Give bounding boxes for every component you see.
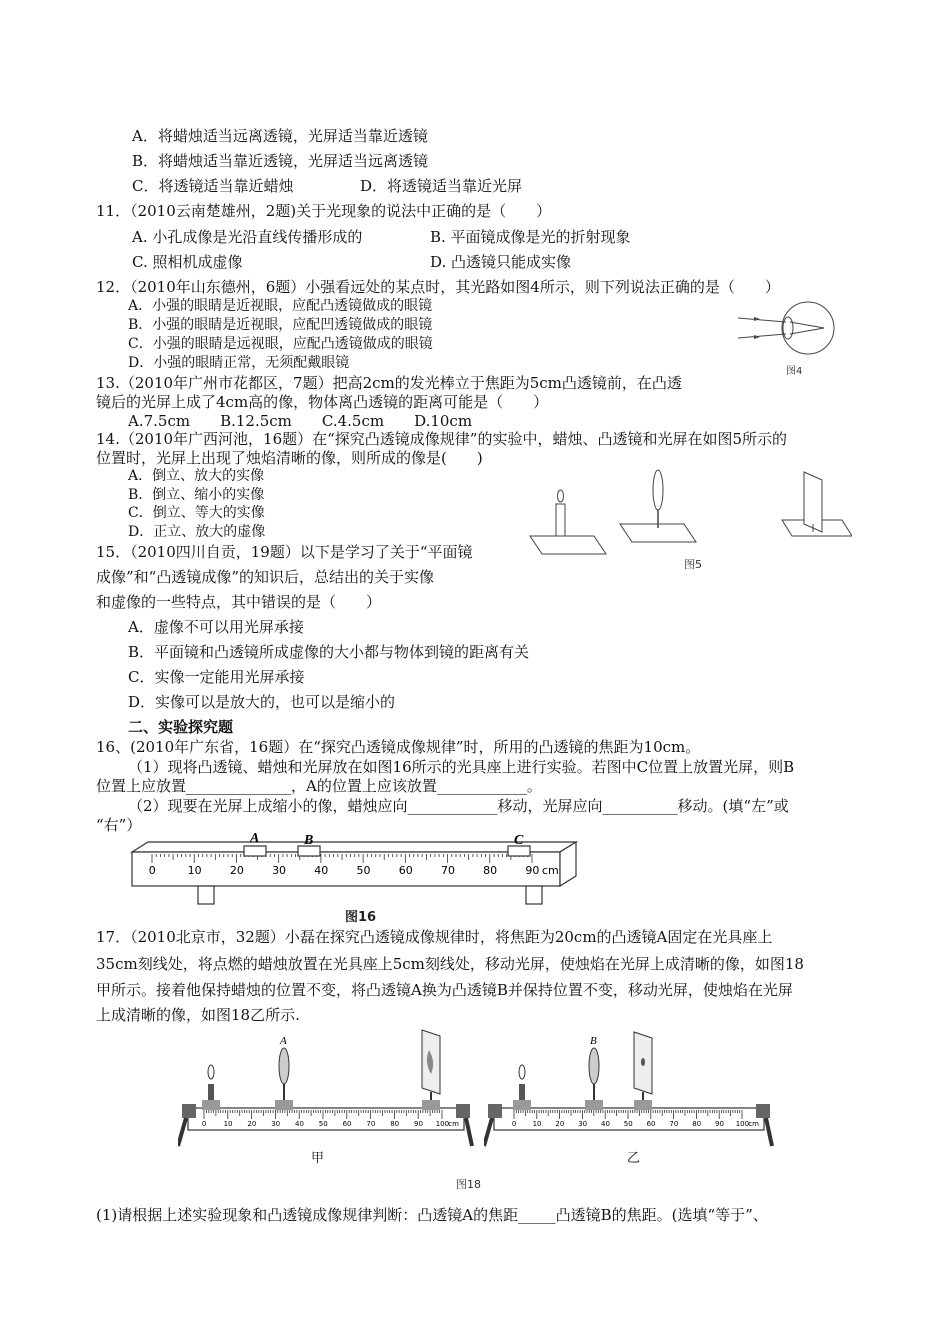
q11-option-d: D. 凸透镜只能成实像 [430,253,572,271]
bench18-yi-tick-label: 100 [735,1120,750,1128]
lens-b-label: B [590,1035,597,1047]
bench16-tick-label: 70 [440,864,455,877]
q17-part1: (1)请根据上述实验现象和凸透镜成像规律判断：凸透镜A的焦距_____凸透镜B的焦距。(选填“等于”、 [96,1206,768,1224]
bench18-yi-tick-label: 0 [511,1120,517,1128]
q14-option-c: C．倒立、等大的实像 [128,505,265,521]
q17-line-3: 甲所示。接着他保持蜡烛的位置不变，将凸透镜A换为凸透镜B并保持位置不变，移动光屏，使烛焰在光屏 [96,981,793,999]
q17-line-4: 上成清晰的像，如图18乙所示. [96,1006,300,1024]
bench16-tick-label: 40 [314,864,329,877]
bench16-tick-label: 50 [356,864,371,877]
q16-part1-line-1: （1）现将凸透镜、蜡烛和光屏放在如图16所示的光具座上进行实验。若图中C位置上放置光屏，则B [128,758,795,776]
q16-stem: 16、(2010年广东省，16题）在“探究凸透镜成像规律”时，所用的凸透镜的焦距为10cm。 [96,738,701,756]
q15-option-d: D．实像可以是放大的，也可以是缩小的 [128,693,396,711]
q14-line-2: 位置时，光屏上出现了烛焰清晰的像，则所成的像是( ) [96,449,483,467]
q14-option-d: D．正立、放大的虚像 [128,524,266,540]
figure-5-caption: 图5 [684,558,702,571]
q14-option-b: B．倒立、缩小的实像 [128,487,265,503]
q15-option-c: C．实像一定能用光屏承接 [128,668,305,686]
bench18-yi-unit-label: cm [748,1120,759,1128]
section-2-heading: 二、实验探究题 [128,718,234,736]
figure-18-sub-left: 甲 [311,1151,325,1166]
q11-stem: 11．（2010云南楚雄州，2题)关于光现象的说法中正确的是（ ） [96,202,552,220]
bench18-jia-tick-label: 100 [435,1120,450,1128]
figure-18-caption: 图18 [456,1178,481,1191]
q12-option-a: A．小强的眼睛是近视眼，应配凸透镜做成的眼镜 [128,298,433,314]
eye-diagram-figure [738,300,848,360]
bench-label-b: B [304,833,314,848]
figure-4-caption: 图4 [786,366,803,377]
bench18-jia-tick-label: 80 [390,1120,400,1128]
bench18-jia-tick-label: 90 [414,1120,423,1128]
q12-option-d: D．小强的眼睛正常，无须配戴眼镜 [128,355,350,371]
holder-a [244,846,266,856]
figure-18-sub-right: 乙 [627,1151,641,1166]
q16-part2-line-2: “右”） [96,816,142,834]
q12-option-b: B．小强的眼睛是近视眼，应配凹透镜做成的眼镜 [128,317,433,333]
q11-option-b: B. 平面镜成像是光的折射现象 [430,228,631,246]
bench16-tick-label: 60 [398,864,413,877]
q16-part2-line-1: （2）现要在光屏上成缩小的像，蜡烛应向____________移动，光屏应向__________移动。(填“左”或 [128,797,789,815]
optical-bench-figure-16 [128,828,580,908]
candle-lens-screen-figure [522,466,852,562]
q17-line-1: 17．（2010北京市，32题）小磊在探究凸透镜成像规律时，将焦距为20cm的凸透镜A固定在光具座上 [96,928,773,946]
q13-options: A.7.5cm B.12.5cm C.4.5cm D.10cm [128,412,473,430]
q12-stem: 12．（2010年山东德州，6题）小强看远处的某点时，其光路如图4所示，则下列说法正确的是（ ） [96,278,780,296]
q15-option-b: B．平面镜和凸透镜所成虚像的大小都与物体到镜的距离有关 [128,643,530,661]
bench16-tick-label: 20 [229,864,244,877]
bench-label-a: A [250,831,260,846]
q13-line-1: 13.（2010年广州市花都区，7题）把高2cm的发光棒立于焦距为5cm凸透镜前，在凸透 [96,374,682,392]
bench16-tick-label: 90 [525,864,540,877]
bench18-jia-tick-label: 50 [318,1120,328,1128]
bench18-yi-tick-label: 20 [555,1120,565,1128]
bench16-unit-label: cm [541,864,559,877]
bench18-yi-tick-label: 30 [578,1120,588,1128]
bench18-jia-tick-label: 30 [271,1120,281,1128]
q12-option-c: C．小强的眼睛是远视眼，应配凸透镜做成的眼镜 [128,336,433,352]
bench18-yi-tick-label: 90 [715,1120,724,1128]
bench18-yi-tick-label: 80 [692,1120,702,1128]
bench16-tick-label: 0 [148,864,156,877]
bench16-tick-label: 30 [272,864,287,877]
q15-option-a: A．虚像不可以用光屏承接 [128,618,304,636]
q10-option-c: C．将透镜适当靠近蜡烛 [132,177,294,195]
bench18-yi-tick-label: 10 [532,1120,542,1128]
bench18-yi-tick-label: 70 [669,1120,679,1128]
figure-16-caption: 图16 [345,910,377,925]
q15-line-2: 成像”和“凸透镜成像”的知识后，总结出的关于实像 [96,568,435,586]
bench18-yi-tick-label: 50 [623,1120,633,1128]
bench18-jia-tick-label: 20 [247,1120,257,1128]
q13-line-2: 镜后的光屏上成了4cm高的像，物体离凸透镜的距离可能是（ ） [96,393,549,411]
bench18-jia-tick-label: 40 [295,1120,304,1128]
bench18-jia-tick-label: 0 [201,1120,207,1128]
q10-option-a: A．将蜡烛适当远离透镜，光屏适当靠近透镜 [132,127,428,145]
q14-option-a: A．倒立、放大的实像 [128,468,265,484]
bench18-jia-unit-label: cm [448,1120,459,1128]
optical-bench-figure-18-yi [484,1022,774,1152]
q10-option-b: B．将蜡烛适当靠近透镜，光屏适当远离透镜 [132,152,429,170]
q14-line-1: 14.（2010年广西河池，16题）在“探究凸透镜成像规律”的实验中，蜡烛、凸透镜和光屏在如图5所示的 [96,430,788,448]
q15-line-1: 15．（2010四川自贡，19题）以下是学习了关于“平面镜 [96,543,473,561]
bench-label-c: C [514,833,524,848]
bench18-yi-tick-label: 60 [646,1120,656,1128]
q17-line-2: 35cm刻线处，将点燃的蜡烛放置在光具座上5cm刻线处，移动光屏，使烛焰在光屏上成清晰的像，如图18 [96,955,804,973]
q10-option-d: D．将透镜适当靠近光屏 [360,177,523,195]
bench18-jia-tick-label: 70 [366,1120,376,1128]
bench16-tick-label: 10 [187,864,202,877]
bench16-tick-label: 80 [483,864,498,877]
q16-part1-line-2: 位置上应放置______________，A的位置上应该放置____________。 [96,777,542,795]
bench18-jia-tick-label: 10 [223,1120,233,1128]
q15-line-3: 和虚像的一些特点，其中错误的是（ ） [96,593,382,611]
q11-option-a: A. 小孔成像是光沿直线传播形成的 [132,228,363,246]
bench18-jia-tick-label: 60 [342,1120,352,1128]
q11-option-c: C. 照相机成虚像 [132,253,243,271]
optical-bench-figure-18-jia [178,1022,474,1152]
bench18-yi-tick-label: 40 [601,1120,610,1128]
lens-a-label: A [280,1035,287,1047]
